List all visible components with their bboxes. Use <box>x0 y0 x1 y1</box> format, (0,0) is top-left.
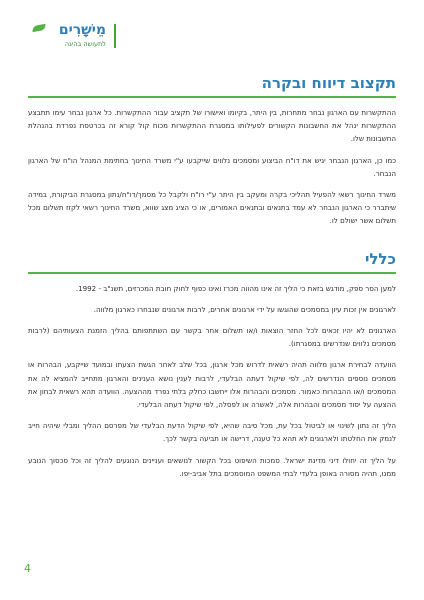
section-title-general: כללי <box>364 249 396 268</box>
page-content <box>28 74 396 488</box>
section-divider <box>28 272 396 274</box>
paragraph: למען הסר ספק, מודגש בזאת כי הליך זה אינו מהווה מכרז ואינו כפוף לחוק חובת המכרזים, תשנ"ב - 1992. <box>75 283 396 293</box>
page-number: 4 <box>24 562 31 575</box>
paragraph: הארגונים לא יהיו זכאים לכל החזר הוצאות ו/או תשלום אחר בקשר עם השתתפותם בהליך הזמנת הצעותיהם (לרבות מסמכים נלווים שנדרשים במסגרתו). <box>28 326 396 349</box>
paragraph: משרד החינוך רשאי להפעיל תהליכי בקרה ומעקב בין היתר ע"י רו"ח ולקבל כל מסמך/דו"ח/נתון במסגרת הביקורת, במידה שיתברר כי הארגון הנבחר לא עמד בתנאים ובתנאים האמורים, או כי הציג מצג שווא, משרד החינוך רשאי לקזז תשלום מכל תשלום אשר ישולם לו. <box>28 190 396 226</box>
paragraph: הליך זה נתון לשינוי או לביטול בכל עת, מכל סיבה שהיא, לפי שיקול הדעת הבלעדי של מפרסם ההליך ומבלי שיהיה חייב לנמק את החלטתו ולארגונים לא תהא כל טענה, דרישה או תביעה בקשר לכך. <box>28 421 396 444</box>
logo-divider <box>114 24 116 48</box>
logo <box>24 22 116 56</box>
section-title-budget-reporting: תקצוב דיווח ובקרה <box>261 74 396 92</box>
logo-title: מֵישָׁרִים <box>58 22 106 38</box>
paragraph: כמו כן, הארגון הנבחר יגיש את דו"ח הביצוע ומסמכים נלווים שייקבעו ע"י משרד החינוך בחתימת המנהל הו"ח של הארגון הנבחר. <box>28 155 396 178</box>
paragraph: לארגונים אין זכות עיון במסמכים שהוגשו על ידי ארגונים אחרים, לרבות ארגונים שנבחרו כארגון מלווה. <box>93 304 396 314</box>
paragraph: ההתקשרות עם הארגון נבחר מתחרות, בין היתר, בקיומו ואישורו של תקציב עבור ההתקשרות. כל ארגון נבחר עימו תתבצע ההתקשרות ינהל את החשבונות הקשורים לפעילותו במסגרת ההתקשרות מכוח קול קורא זה בכרטסת נפרדת בהנהלת החשבונות שלו. <box>28 108 396 144</box>
leaf-icon <box>32 24 47 32</box>
section-divider <box>28 96 396 98</box>
paragraph: על הליך זה יחולו דיני מדינת ישראל. סמכות השיפוט בכל הקשור לנושאים ועניינים הנוגעים להליך זה וכל סכסוך הנובע ממנו, תהיה מסורה באופן בלעדי לבתי המשפט המוסמכים בתל אביב-יפו. <box>28 455 396 478</box>
paragraph: הוועדה לבחירת ארגון מלווה תהיה רשאית לדרוש מכל ארגון, בכל שלב לאחר הגשת הצעתו ובמועד שייקבע, הבהרות או מסמכים נוספים הנדרשים לה, לפי שיקול דעתה הבלעדי, לרבות לענין נושא הענינים והארגון מתחייב להמציא לה את המסמכים ו/או ההבהרות כאמור. מסמכים והבהרות אלו ייחשבו כחלק בלתי נפרד מההצעה. הוועדה תהא רשאית לבחון את ההצעה על יסוד מסמכים והבהרות אלה, לאשרה או לפסלה, לפי שיקול דעתה הבלעדי. <box>28 360 396 410</box>
logo-subtitle: לתעושה בהיגה <box>64 40 106 48</box>
